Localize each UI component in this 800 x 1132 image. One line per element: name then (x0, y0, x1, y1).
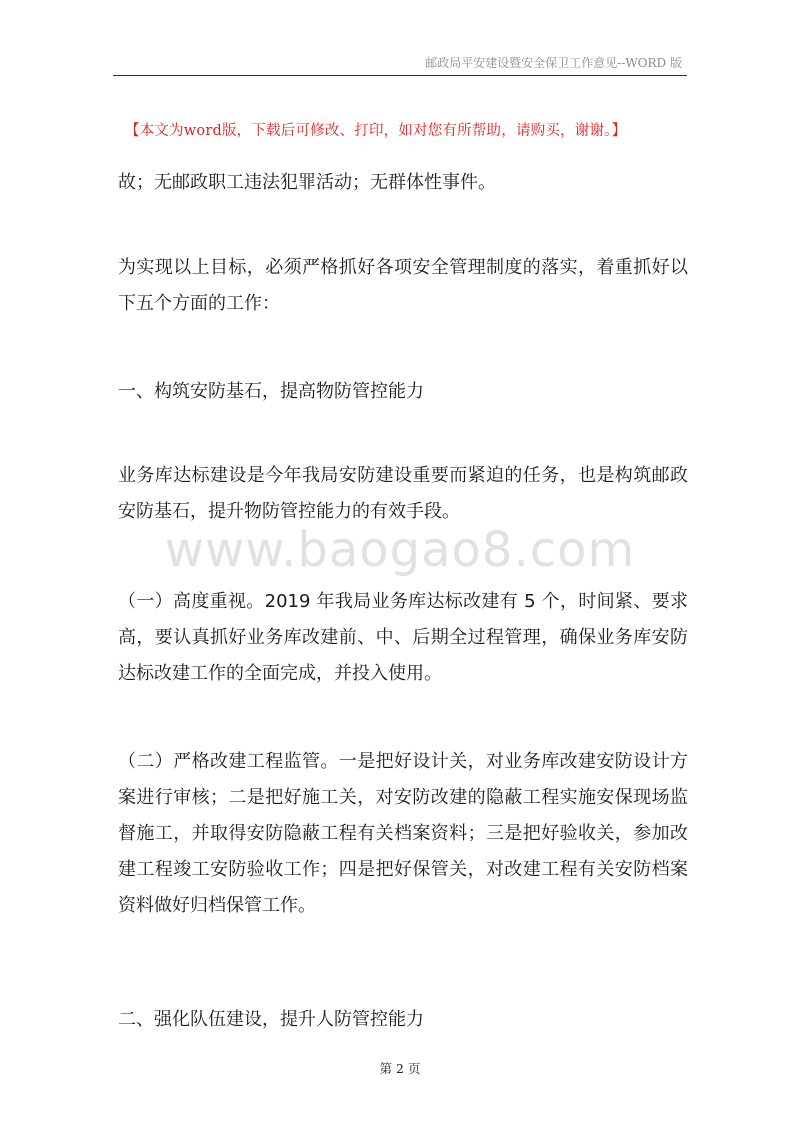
section-heading-2: 二、强化队伍建设，提升人防管控能力 (118, 1009, 424, 1030)
header-divider (113, 75, 687, 76)
section-heading-1: 一、构筑安防基石，提高物防管控能力 (118, 381, 424, 402)
running-header: 邮政局平安建设暨安全保卫工作意见--WORD 版 (425, 56, 682, 70)
paragraph-4: （一）高度重视。2019 年我局业务库达标改建有 5 个，时间紧、要求高，要认真抓好业务库改建前、中、后期全过程管理，确保业务库安防达标改建工作的全面完成，并投入使用。 (118, 591, 688, 684)
paragraph-5: （二）严格改建工程监管。一是把好设计关，对业务库改建安防设计方案进行审核；二是把好施工关，对安防改建的隐蔽工程实施安保现场监督施工，并取得安防隐蔽工程有关档案资料；三是把好验收关，参加改建工程竣工安防验收工作；四是把好保管关，对改建工程有关安防档案资料做好归档保管工作。 (118, 751, 688, 916)
purchase-notice: 【本文为word版，下载后可修改、打印，如对您有所帮助，请购买，谢谢。】 (125, 123, 627, 139)
page-number: 第 2 页 (379, 1061, 421, 1076)
paragraph-1: 故；无邮政职工违法犯罪活动；无群体性事件。 (118, 172, 496, 193)
watermark: www.baogao8.com (164, 522, 636, 578)
paragraph-2: 为实现以上目标，必须严格抓好各项安全管理制度的落实，着重抓好以下五个方面的工作： (118, 257, 688, 314)
paragraph-3: 业务库达标建设是今年我局安防建设重要而紧迫的任务，也是构筑邮政安防基石，提升物防管控能力的有效手段。 (118, 465, 688, 522)
